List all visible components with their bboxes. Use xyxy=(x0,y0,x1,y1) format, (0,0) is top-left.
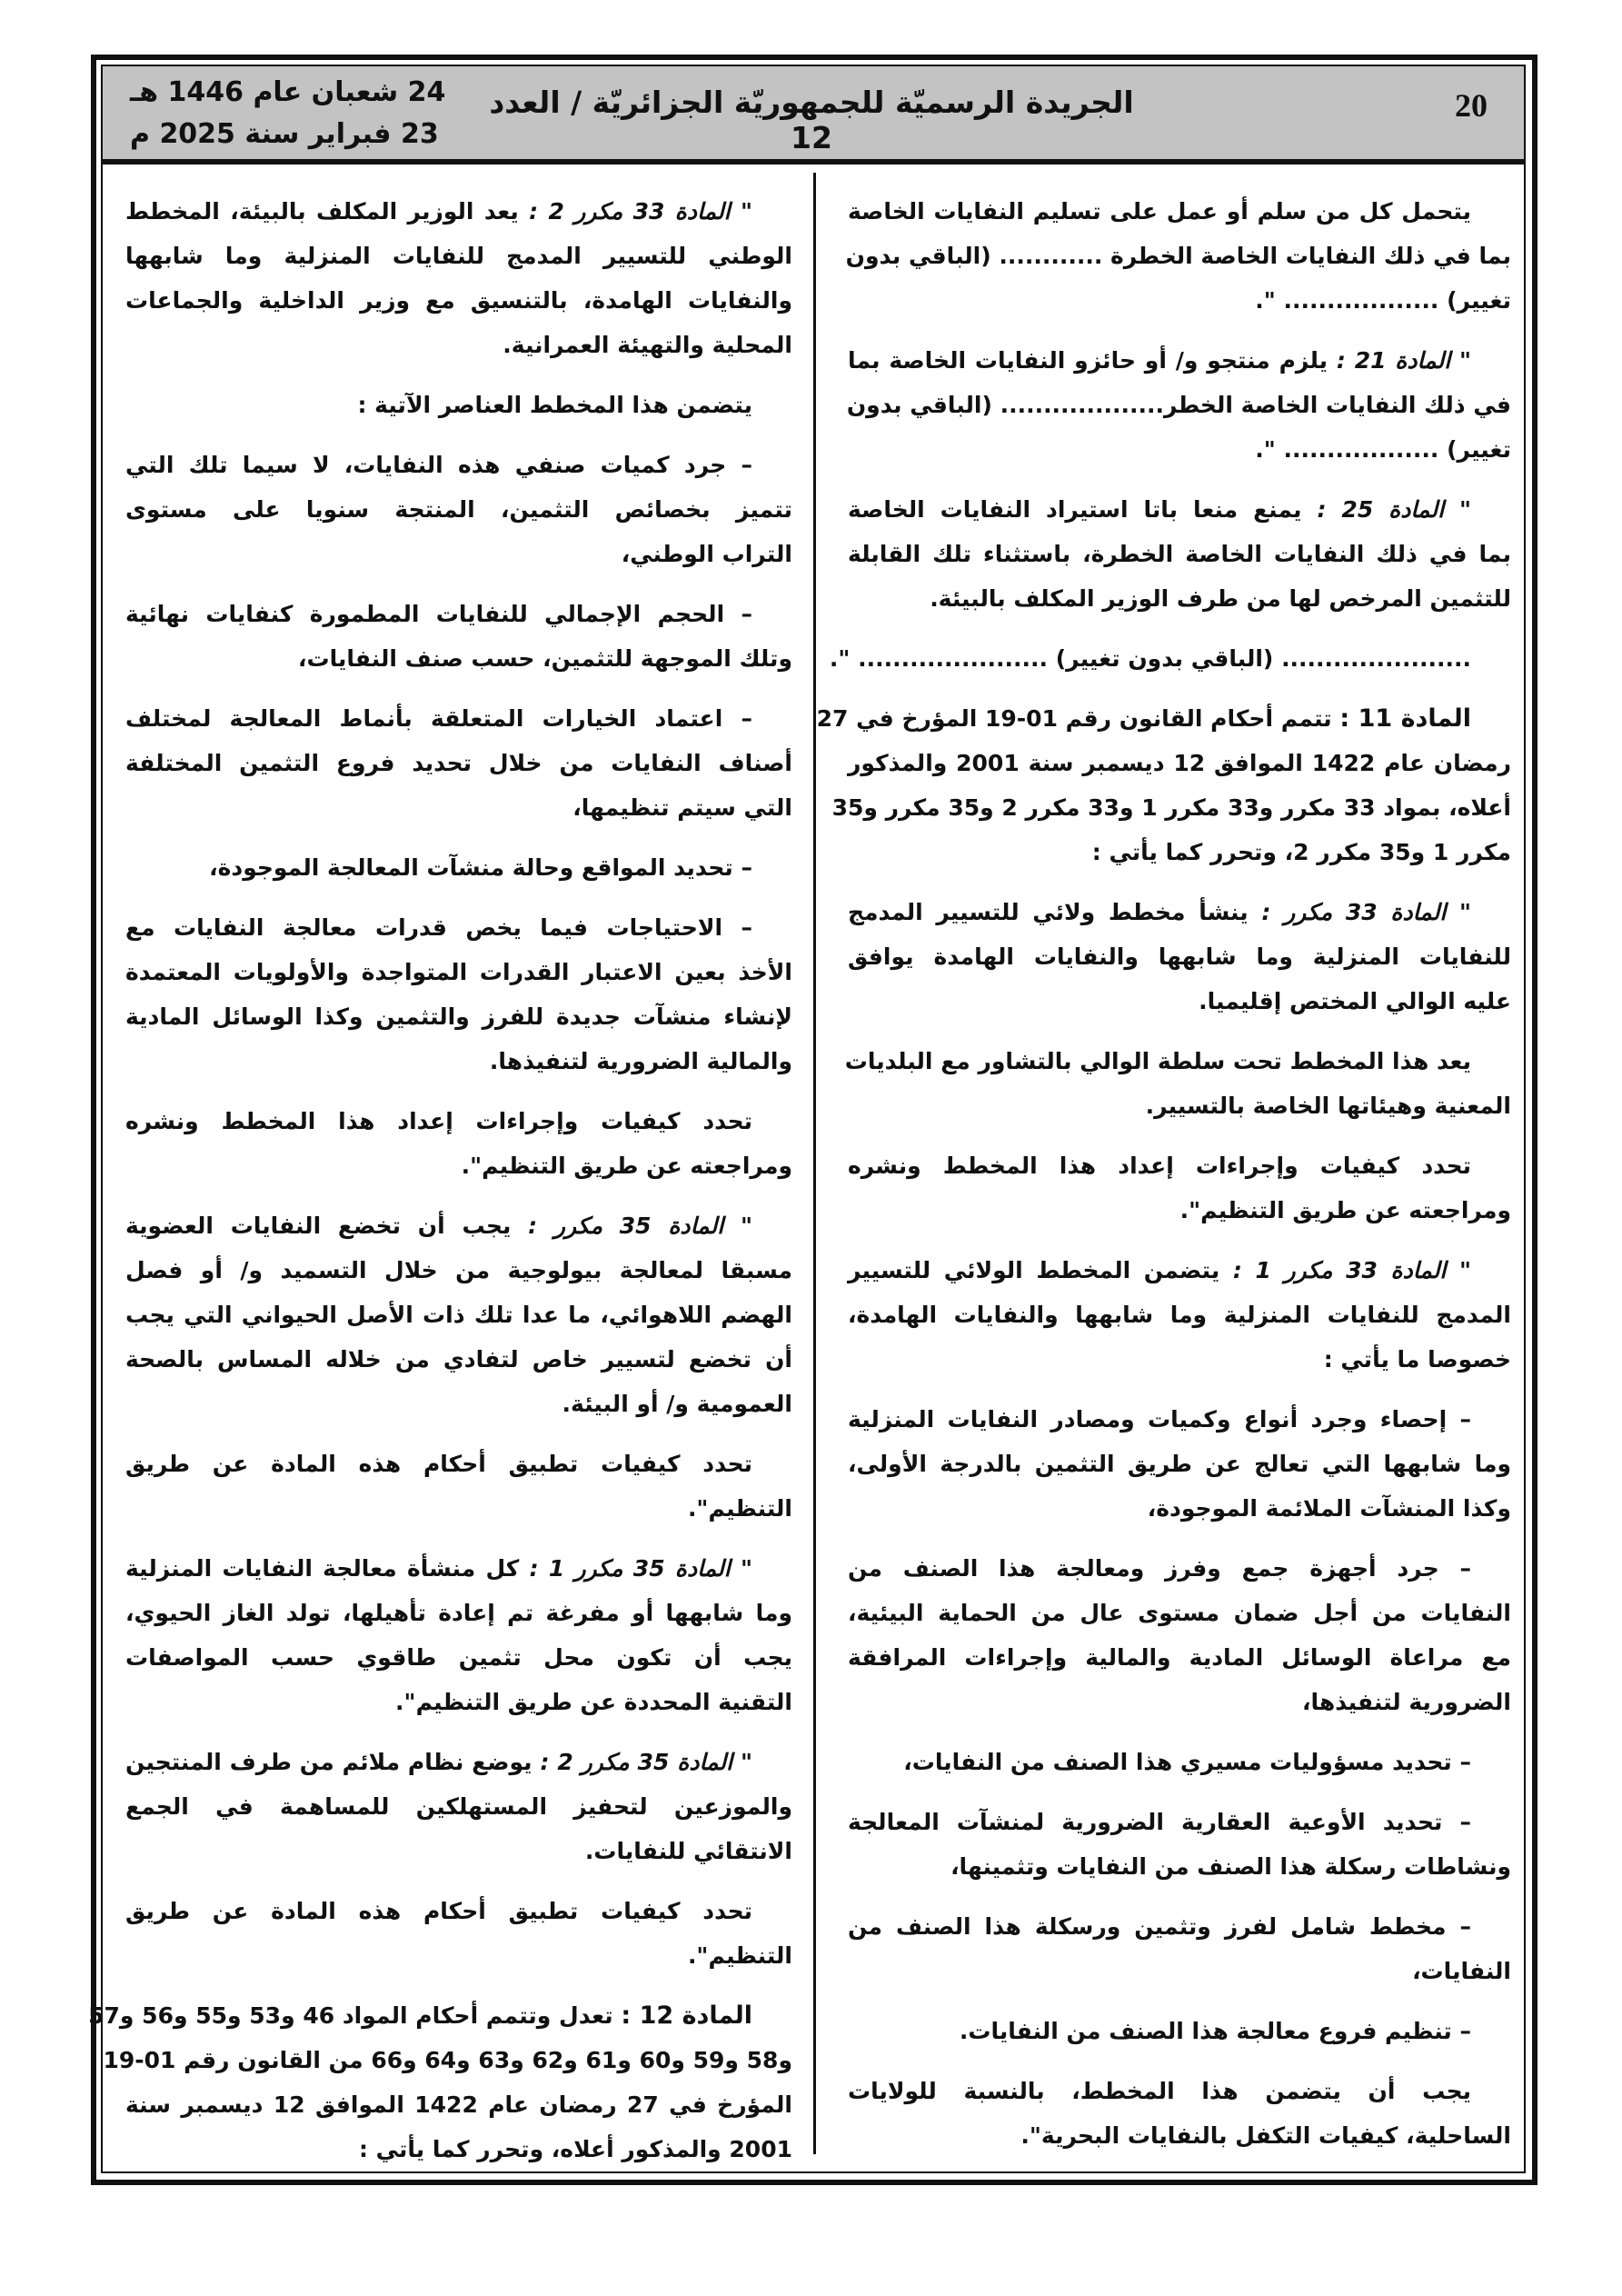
line-text: تغيير) .................. ". xyxy=(1255,287,1511,314)
text-line xyxy=(848,487,1511,532)
text-line xyxy=(88,1993,792,2038)
text-line xyxy=(829,636,1511,681)
line-text: يعد الوزير المكلف بالبيئة، المخطط xyxy=(125,198,530,225)
line-text: يجب أن يتضمن هذا المخطط، بالنسبة للولايات xyxy=(848,2078,1471,2104)
line-text: المحلية والتهيئة العمرانية. xyxy=(503,332,792,358)
text-line xyxy=(848,1740,1511,1784)
line-text: التنظيم". xyxy=(687,1495,792,1522)
text-line xyxy=(848,1591,1511,1635)
text-line xyxy=(848,338,1511,383)
text-line xyxy=(125,1382,792,1426)
article-heading: " المادة 33 مكرر : xyxy=(1261,899,1472,925)
line-text: – تنظيم فروع معالجة هذا الصنف من النفايات. xyxy=(959,2018,1471,2044)
line-text: و58 و59 و60 و61 و62 و63 و64 و66 من القانون رقم 01-19 xyxy=(103,2047,792,2073)
line-text: يجب أن تكون محل تثمين طاقوي حسب المواصفات xyxy=(125,1644,792,1671)
line-text: يمنع منعا باتا استيراد النفايات الخاصة xyxy=(848,496,1318,523)
line-text: والموزعين لتحفيز المستهلكين للمساهمة في الجمع xyxy=(125,1793,792,1820)
paragraph xyxy=(844,1039,1511,1128)
text-line xyxy=(125,1203,792,1248)
line-text: – الحجم الإجمالي للنفايات المطمورة كنفايات نهائية xyxy=(125,601,752,627)
text-line xyxy=(848,278,1511,323)
paragraph xyxy=(125,1740,792,1873)
date-hijri: 24 شعبان عام 1446 هـ xyxy=(130,76,446,108)
text-line xyxy=(125,383,792,427)
line-text: ...................... (الباقي بدون تغيير) ...................... ". xyxy=(829,645,1471,672)
text-line xyxy=(125,1829,792,1873)
line-text: يتضمن المخطط الولائي للتسيير xyxy=(848,1257,1233,1283)
line-text: والنفايات الهامدة، بالتنسيق مع وزير الداخلية والجماعات xyxy=(125,287,792,314)
line-text: يتحمل كل من سلم أو عمل على تسليم النفايات الخاصة xyxy=(848,198,1471,225)
text-line xyxy=(125,1933,792,1978)
line-text: وما شابهها التي تعالج عن طريق التثمين بالدرجة الأولى، xyxy=(848,1451,1511,1477)
line-text: النفايات من أجل ضمان مستوى عال من الحماية البيئية، xyxy=(848,1600,1511,1626)
text-line xyxy=(125,845,792,890)
text-line xyxy=(125,1248,792,1293)
text-line xyxy=(125,1293,792,1337)
line-text: تغيير) .................. ". xyxy=(1255,436,1511,463)
paragraph xyxy=(125,1442,792,1531)
line-text: بما في ذلك النفايات الخاصة الخطرة، باستثناء تلك القابلة xyxy=(848,541,1511,567)
text-line xyxy=(125,1442,792,1486)
line-text: التراب الوطني، xyxy=(621,541,792,567)
paragraph xyxy=(125,696,792,830)
text-line xyxy=(125,1740,792,1784)
text-line xyxy=(125,1039,792,1083)
text-line xyxy=(103,2038,792,2082)
line-text: المؤرخ في 27 رمضان عام 1422 الموافق 12 ديسمبر سنة xyxy=(125,2091,792,2118)
text-line xyxy=(848,1083,1511,1128)
text-line xyxy=(125,2127,792,2171)
line-text: أصناف النفايات من خلال تحديد فروع التثمين المختلفة xyxy=(125,750,792,776)
right-column xyxy=(816,189,1511,2173)
line-text: بما في ذلك النفايات الخاصة الخطرة ............ (الباقي بدون xyxy=(845,243,1511,269)
paragraph xyxy=(848,487,1511,621)
article-heading: " المادة 35 مكرر : xyxy=(528,1213,753,1239)
line-text: في ذلك النفايات الخاصة الخطر................... (الباقي بدون xyxy=(846,392,1511,418)
line-text: لإنشاء منشآت جديدة للفرز والتثمين وكذا الوسائل المادية xyxy=(125,1003,792,1030)
text-line xyxy=(848,934,1511,979)
text-line xyxy=(848,1143,1511,1188)
line-text: تحدد كيفيات تطبيق أحكام هذه المادة عن طريق xyxy=(125,1898,752,1924)
line-text: خصوصا ما يأتي : xyxy=(1323,1346,1511,1373)
text-line xyxy=(848,1800,1511,1844)
text-line xyxy=(125,1635,792,1680)
paragraph xyxy=(125,443,792,576)
line-text: أن تخضع لتسيير خاص لتفادي من خلاله المساس بالصحة xyxy=(125,1346,792,1373)
page-header xyxy=(103,66,1524,165)
text-line xyxy=(848,890,1511,934)
line-text: التقنية المحددة عن طريق التنظيم". xyxy=(395,1689,792,1715)
text-line xyxy=(848,1635,1511,1680)
line-text: ونشاطات رسكلة هذا الصنف من النفايات وتثمينها، xyxy=(950,1853,1511,1880)
line-text: المعنية وهيئاتها الخاصة بالتسيير. xyxy=(1145,1093,1511,1119)
line-text: 2001 والمذكور أعلاه، وتحرر كما يأتي : xyxy=(358,2136,792,2162)
paragraph xyxy=(848,1740,1511,1784)
text-line xyxy=(125,1486,792,1531)
line-text: الوطني للتسيير المدمج للنفايات المنزلية وما شابهها xyxy=(125,243,792,269)
line-text: يوضع نظام ملائم من طرف المنتجين xyxy=(125,1749,541,1775)
text-line xyxy=(848,1397,1511,1442)
line-text: تحدد كيفيات وإجراءات إعداد هذا المخطط ونشره xyxy=(125,1108,752,1134)
line-text: التنظيم". xyxy=(687,1942,792,1969)
gazette-title: الجريدة الرسميّة للجمهوريّة الجزائريّة / العدد 12 xyxy=(489,85,1134,155)
article-heading: " المادة 33 مكرر 2 : xyxy=(529,198,752,225)
line-text: النفايات، xyxy=(1412,1958,1511,1984)
text-line xyxy=(125,234,792,278)
line-text: يلزم منتجو و/ أو حائزو النفايات الخاصة بما xyxy=(848,347,1337,374)
line-text: – اعتماد الخيارات المتعلقة بأنماط المعالجة لمختلف xyxy=(125,705,752,732)
article-heading: " المادة 35 مكرر 1 : xyxy=(529,1555,752,1582)
paragraph xyxy=(848,1397,1511,1531)
line-text: مسبقا لمعالجة بيولوجية من خلال التسميد و/ أو فصل xyxy=(125,1257,792,1283)
line-text: تتميز بخصائص التثمين، المنتجة سنويا على مستوى xyxy=(125,496,792,523)
line-text: – جرد أجهزة جمع وفرز ومعالجة هذا الصنف من xyxy=(848,1555,1471,1582)
text-line xyxy=(848,1680,1511,1724)
issue-date xyxy=(130,72,512,155)
paragraph xyxy=(125,1889,792,1978)
text-line xyxy=(848,1949,1511,1993)
article-heading: " المادة 35 مكرر 2 : xyxy=(540,1749,753,1775)
paragraph xyxy=(848,1800,1511,1889)
text-line xyxy=(125,950,792,994)
article-heading: المادة 11 : xyxy=(1339,704,1471,733)
text-line xyxy=(125,785,792,830)
line-text: للتثمين المرخص لها من طرف الوزير المكلف بالبيئة. xyxy=(930,585,1511,612)
paragraph xyxy=(125,905,792,1083)
line-text: – مخطط شامل لفرز وتثمين ورسكلة هذا الصنف من xyxy=(848,1913,1471,1940)
text-line xyxy=(125,443,792,487)
line-text: ينشأ مخطط ولائي للتسيير المدمج xyxy=(848,899,1262,925)
text-line xyxy=(848,576,1511,621)
text-line xyxy=(848,383,1511,427)
text-line xyxy=(125,189,792,234)
line-text: والمالية الضرورية لتنفيذها. xyxy=(489,1048,792,1074)
line-text: المدمج للنفايات المنزلية وما شابهها والنفايات الهامدة، xyxy=(848,1302,1511,1328)
column-divider xyxy=(813,173,816,2154)
article-heading: " المادة 33 مكرر 1 : xyxy=(1232,1257,1472,1283)
line-text: الأخذ بعين الاعتبار القدرات المتواجدة والأولويات المعتمدة xyxy=(125,959,792,985)
line-text: العمومية و/ أو البيئة. xyxy=(562,1391,792,1417)
text-line xyxy=(848,1188,1511,1233)
text-line xyxy=(816,696,1511,741)
paragraph xyxy=(816,696,1511,874)
paragraph xyxy=(848,338,1511,472)
article-heading: " المادة 25 : xyxy=(1317,496,1471,523)
line-text: وتلك الموجهة للتثمين، حسب صنف النفايات، xyxy=(298,645,792,672)
text-line xyxy=(848,1337,1511,1382)
line-text: – إحصاء وجرد أنواع وكميات ومصادر النفايات المنزلية xyxy=(848,1406,1471,1433)
line-text: للنفايات المنزلية وما شابهها والنفايات الهامدة يوافق xyxy=(848,943,1511,970)
text-line xyxy=(848,1293,1511,1337)
text-line xyxy=(848,1546,1511,1591)
line-text: التي سيتم تنظيمها، xyxy=(572,794,792,821)
text-line xyxy=(125,1784,792,1829)
line-text: مع مراعاة الوسائل المادية والمالية وإجراءات المرافقة xyxy=(848,1644,1511,1671)
line-text: يتضمن هذا المخطط العناصر الآتية : xyxy=(357,392,752,418)
line-text: – جرد كميات صنفي هذه النفايات، لا سيما تلك التي xyxy=(125,452,752,478)
line-text: كل منشأة معالجة النفايات المنزلية xyxy=(125,1555,530,1582)
date-gregorian: 23 فبراير سنة 2025 م xyxy=(130,118,439,150)
text-line xyxy=(848,1904,1511,1949)
paragraph xyxy=(848,1248,1511,1382)
paragraph xyxy=(125,592,792,681)
text-line xyxy=(125,636,792,681)
paragraph xyxy=(125,1546,792,1724)
paragraph xyxy=(848,2009,1511,2053)
line-text: الانتقائي للنفايات. xyxy=(584,1838,792,1864)
paragraph xyxy=(88,1993,792,2171)
line-text: تتمم أحكام القانون رقم 01-19 المؤرخ في 27 xyxy=(816,705,1340,732)
line-text: وما شابهها أو مفرغة تم إعادة تأهيلها، تولد الغاز الحيوي، xyxy=(125,1600,792,1626)
text-line xyxy=(125,592,792,636)
line-text: الهضم اللاهوائي، ما عدا تلك ذات الأصل الحيواني التي يجب xyxy=(125,1302,792,1328)
text-line xyxy=(848,1844,1511,1889)
text-line xyxy=(125,1143,792,1188)
paragraph xyxy=(125,383,792,427)
text-line xyxy=(125,532,792,576)
text-line xyxy=(848,189,1511,234)
paragraph xyxy=(125,1203,792,1426)
text-line xyxy=(848,830,1511,874)
text-line xyxy=(848,2113,1511,2158)
line-text: – تحديد مسؤوليات مسيري هذا الصنف من النفايات، xyxy=(903,1749,1471,1775)
text-line xyxy=(848,2069,1511,2113)
page-number: 20 xyxy=(1455,87,1488,124)
text-line xyxy=(125,1337,792,1382)
text-line xyxy=(125,1099,792,1143)
line-text: تحدد كيفيات وإجراءات إعداد هذا المخطط ونشره xyxy=(848,1153,1471,1179)
text-line xyxy=(125,1591,792,1635)
text-line xyxy=(848,979,1511,1023)
text-line xyxy=(848,427,1511,472)
paragraph xyxy=(829,636,1511,681)
line-text: ومراجعته عن طريق التنظيم". xyxy=(461,1153,792,1179)
left-column xyxy=(88,189,792,2187)
paragraph xyxy=(125,845,792,890)
article-heading: المادة 12 : xyxy=(621,2002,752,2030)
text-line xyxy=(845,234,1511,278)
line-text: – الاحتياجات فيما يخص قدرات معالجة النفايات مع xyxy=(125,914,752,941)
text-line xyxy=(848,2009,1511,2053)
line-text: الساحلية، كيفيات التكفل بالنفايات البحرية". xyxy=(1020,2122,1511,2149)
line-text: يعد هذا المخطط تحت سلطة الوالي بالتشاور مع البلديات xyxy=(844,1048,1471,1074)
text-line xyxy=(848,1486,1511,1531)
paragraph xyxy=(125,189,792,367)
paragraph xyxy=(125,1099,792,1188)
paragraph xyxy=(848,1904,1511,1993)
line-text: – تحديد المواقع وحالة منشآت المعالجة الموجودة، xyxy=(209,854,752,881)
text-line xyxy=(831,785,1511,830)
line-text: تعدل وتتمم أحكام المواد 46 و53 و55 و56 و57 xyxy=(88,2002,622,2029)
paragraph xyxy=(848,890,1511,1023)
line-text: أعلاه، بمواد 33 مكرر و33 مكرر 1 و33 مكرر 2 و35 مكرر و35 xyxy=(831,794,1511,821)
paragraph xyxy=(848,1546,1511,1724)
text-line xyxy=(125,278,792,323)
text-line xyxy=(125,1546,792,1591)
text-line xyxy=(125,741,792,785)
text-line xyxy=(848,1442,1511,1486)
line-text: الضرورية لتنفيذها، xyxy=(1302,1689,1511,1715)
paragraph xyxy=(845,189,1511,323)
paragraph xyxy=(848,2069,1511,2158)
text-line xyxy=(125,696,792,741)
line-text: تحدد كيفيات تطبيق أحكام هذه المادة عن طريق xyxy=(125,1451,752,1477)
text-line xyxy=(848,1248,1511,1293)
line-text: عليه الوالي المختص إقليميا. xyxy=(1199,988,1511,1014)
text-line xyxy=(125,487,792,532)
text-line xyxy=(125,1889,792,1933)
line-text: مكرر 1 و35 مكرر 2، وتحرر كما يأتي : xyxy=(1091,839,1511,865)
text-line xyxy=(844,1039,1511,1083)
text-line xyxy=(125,1680,792,1724)
text-line xyxy=(848,741,1511,785)
line-text: يجب أن تخضع النفايات العضوية xyxy=(125,1213,529,1239)
article-heading: " المادة 21 : xyxy=(1336,347,1471,374)
text-line xyxy=(125,905,792,950)
line-text: ومراجعته عن طريق التنظيم". xyxy=(1179,1197,1511,1223)
text-line xyxy=(848,532,1511,576)
text-line xyxy=(125,323,792,367)
line-text: – تحديد الأوعية العقارية الضرورية لمنشآت المعالجة xyxy=(848,1809,1471,1835)
line-text: رمضان عام 1422 الموافق 12 ديسمبر سنة 2001 والمذكور xyxy=(848,750,1511,776)
paragraph xyxy=(848,1143,1511,1233)
line-text: وكذا المنشآت الملائمة الموجودة، xyxy=(1147,1495,1511,1522)
text-line xyxy=(125,2082,792,2127)
text-line xyxy=(125,994,792,1039)
